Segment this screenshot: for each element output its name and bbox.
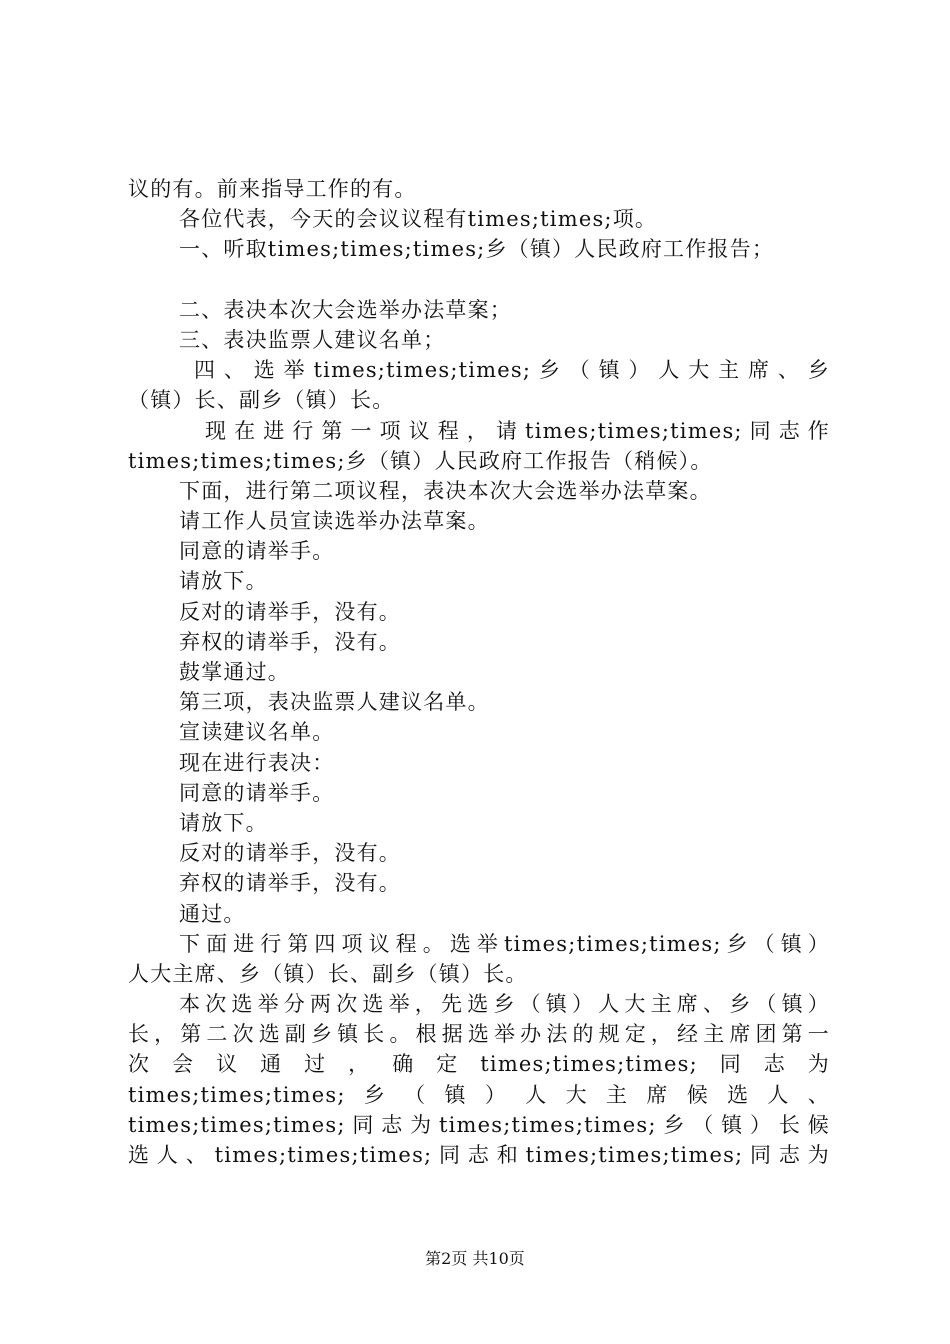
text-line: 反对的请举手，没有。 (179, 841, 401, 866)
text-line: times;times;times;同志为times;times;times;乡（镇）长候 (128, 1112, 830, 1137)
text-line: 人大主席、乡（镇）长、副乡（镇）长。 (128, 961, 528, 986)
text-line: 请工作人员宣读选举办法草案。 (179, 509, 490, 534)
text-line: 现在进行第一项议程，请times;times;times;同志作 (205, 418, 830, 443)
blank-line (128, 265, 830, 295)
text-line: 同意的请举手。 (179, 780, 335, 805)
text-line: 现在进行表决： (179, 750, 335, 775)
text-line: 宣读建议名单。 (179, 720, 335, 745)
text-line: 二、表决本次大会选举办法草案； (179, 297, 512, 322)
text-line: 同意的请举手。 (179, 539, 335, 564)
text-line: 三、表决监票人建议名单； (179, 327, 446, 352)
text-line: 选人、times;times;times;同志和times;times;times;同志为 (128, 1143, 830, 1167)
text-line: 议的有。前来指导工作的有。 (128, 177, 417, 201)
text-line: 各位代表，今天的会议议程有times;times;项。 (179, 207, 658, 232)
text-line: times;times;times;乡（镇）人大主席候选人、 (128, 1082, 830, 1107)
text-line: 下面进行第四项议程。选举times;times;times;乡（镇） (179, 931, 830, 956)
text-line: 下面，进行第二项议程，表决本次大会选举办法草案。 (179, 478, 712, 503)
text-line: 四、选举times;times;times;乡（镇）人大主席、乡 (194, 358, 830, 383)
text-line: times;times;times;乡（镇）人民政府工作报告（稍候）。 (128, 448, 713, 473)
text-line: 弃权的请举手，没有。 (179, 629, 401, 654)
text-line: 鼓掌通过。 (179, 660, 290, 684)
text-line: 第三项，表决监票人建议名单。 (179, 690, 490, 715)
text-line: 次会议通过，确定times;times;times;同志为 (128, 1052, 830, 1077)
document-body (128, 174, 830, 1170)
text-line: 反对的请举手，没有。 (179, 599, 401, 624)
text-line: 本次选举分两次选举，先选乡（镇）人大主席、乡（镇） (179, 992, 830, 1017)
text-line: 一、听取times;times;times;乡（镇）人民政府工作报告； (179, 237, 775, 262)
text-line: （镇）长、副乡（镇）长。 (128, 388, 395, 413)
page-number-footer: 第2页 共10页 (425, 1249, 525, 1268)
text-line: 请放下。 (179, 569, 268, 594)
text-line: 通过。 (179, 901, 246, 926)
text-line: 长，第二次选副乡镇长。根据选举办法的规定，经主席团第一 (128, 1022, 830, 1047)
text-line: 请放下。 (179, 810, 268, 835)
text-line: 弃权的请举手，没有。 (179, 871, 401, 896)
